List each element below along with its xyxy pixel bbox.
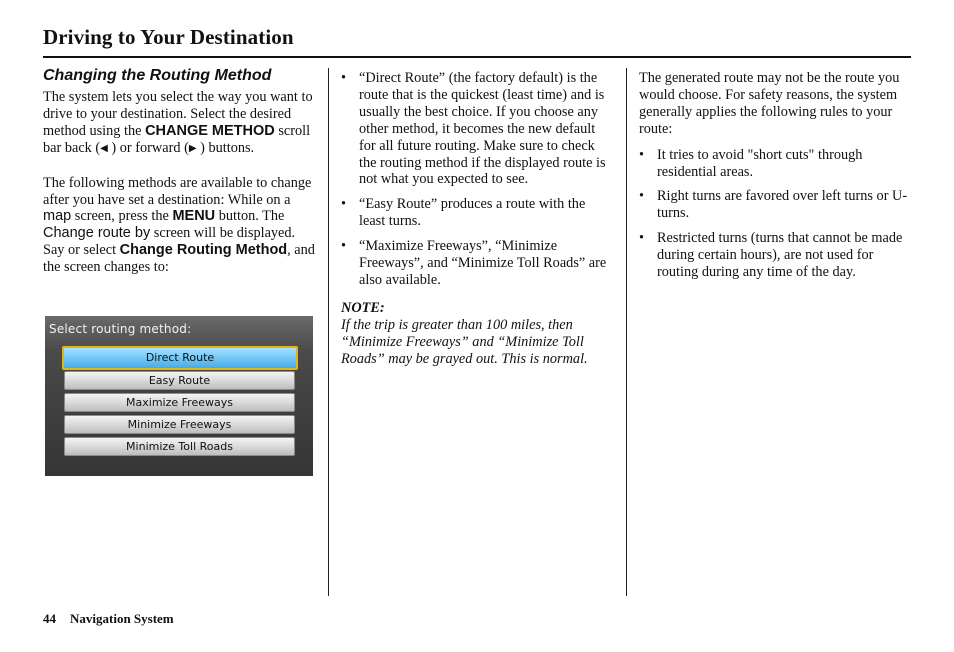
text-run: , and the screen changes to: [43,242,315,276]
list-item: • Right turns are favored over left turns or U-turns. [639,188,911,222]
option-minimize-freeways[interactable]: Minimize Freeways [64,415,295,434]
column-divider-1 [328,68,329,596]
change-route-by-label: Change route by [43,225,151,242]
text-run: The system lets you select the way you want to drive to your destination. Select the desired method using the [43,89,313,139]
title-rule [43,56,911,58]
screen-title: Select routing method: [49,322,192,336]
text-run: scroll bar back ( [43,122,311,156]
menu-label: MENU [172,208,216,225]
text-run: ) or forward ( [107,139,189,156]
methods-paragraph [43,175,319,276]
list-item: • Restricted turns (turns that cannot be made during certain hours), are not used for routing during any time of the day. [639,230,911,281]
change-routing-method-label: Change Routing Method [119,242,288,259]
map-label: map [43,208,72,225]
option-easy-route[interactable]: Easy Route [64,371,295,390]
routing-method-screen [45,316,313,476]
text-run: The following methods are available to change after you have set a destination: While on a [43,174,312,208]
column-2 [341,70,615,368]
option-minimize-toll-roads[interactable]: Minimize Toll Roads [64,437,295,456]
list-item: • “Easy Route” produces a route with the least turns. [341,196,615,230]
left-arrow-icon: ◀ [100,142,108,154]
column-divider-2 [626,68,627,596]
note-text: If the trip is greater than 100 miles, then “Minimize Freeways” and “Minimize Toll Roads” may be grayed out. This is normal. [341,316,588,367]
column-1 [43,66,319,276]
rules-intro: The generated route may not be the route you would choose. For safety reasons, the system generally applies the following rules to your route: [639,70,900,137]
option-maximize-freeways[interactable]: Maximize Freeways [64,393,295,412]
footer-section: Navigation System [70,611,174,626]
intro-paragraph [43,89,319,158]
text-run: screen will be displayed. Say or select [43,225,296,259]
right-arrow-icon: ▶ [188,142,197,154]
list-item: • “Maximize Freeways”, “Minimize Freeways”, and “Minimize Toll Roads” are also available. [341,238,615,289]
rules-list [639,147,911,281]
page-footer [43,611,174,627]
change-method-label: CHANGE METHOD [145,122,275,139]
text-run: ) buttons. [196,139,255,156]
note-label: NOTE: [341,299,385,316]
list-item: • It tries to avoid "short cuts" through residential areas. [639,147,911,181]
page-title: Driving to Your Destination [43,25,294,49]
text-run: screen, press the [71,208,173,225]
list-item: • “Direct Route” (the factory default) is the route that is the quickest (least time) and is usually the best choice. If you choose any other method, it becomes the new default for all future routing. Make sure to check the routing method if the displayed route is not what you expected to see. [341,70,615,188]
text-run: button. The [215,208,285,225]
option-direct-route[interactable]: Direct Route [62,346,298,370]
route-types-list [341,70,615,289]
column-3 [639,70,911,289]
section-heading: Changing the Routing Method [43,67,272,84]
page-number: 44 [43,611,56,626]
